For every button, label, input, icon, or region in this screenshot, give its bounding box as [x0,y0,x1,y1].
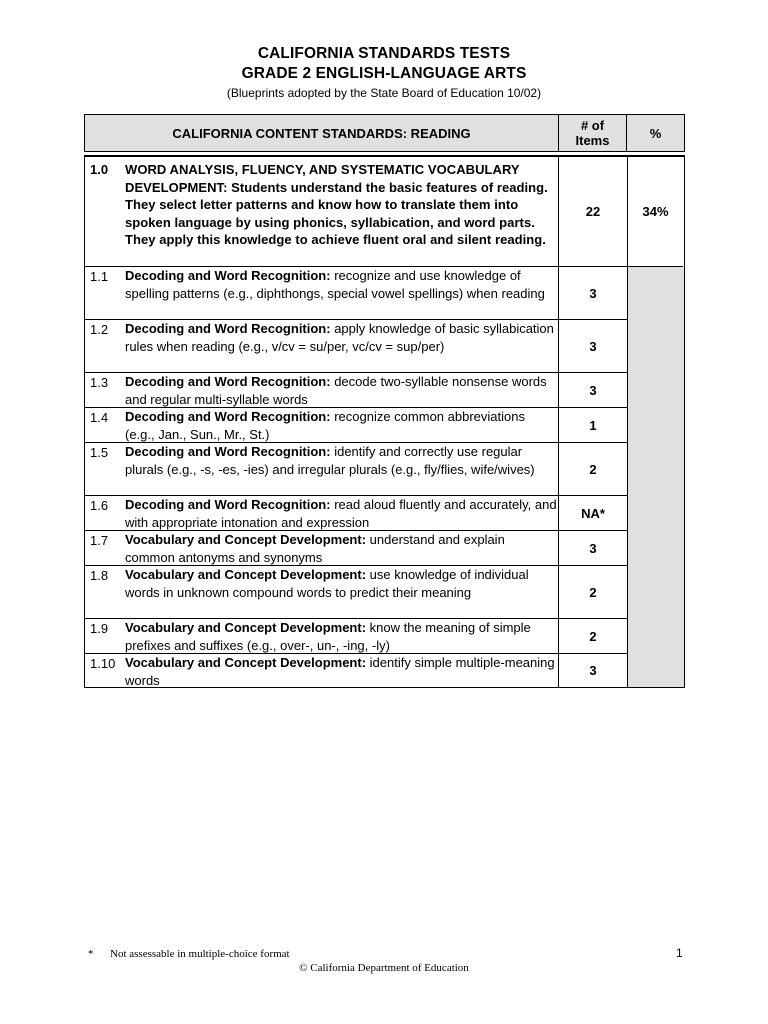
standard-items: 2 [589,628,597,644]
footnote-text: Not assessable in multiple-choice format [110,948,290,960]
footnote-mark: * [88,948,94,960]
standard-number: 1.6 [90,498,109,513]
standard-description: Decoding and Word Recognition: identify and correctly use regular plurals (e.g., -s, -es, -ies) and irregular plurals (e.g., fly/flies, wife/wives) [125,443,559,495]
standard-items: NA* [581,505,605,521]
standard-strand: Decoding and Word Recognition: [125,268,331,283]
header-standards: CALIFORNIA CONTENT STANDARDS: READING [85,115,559,151]
standard-strand: Decoding and Word Recognition: [125,444,331,459]
standard-number: 1.9 [90,621,109,636]
footnote [88,948,290,960]
standard-row [85,320,627,373]
page-number: 1 [676,946,683,960]
blueprint-note: (Blueprints adopted by the State Board of Education 10/02) [226,86,542,100]
standard-percent: 34% [627,157,683,267]
table-body [84,155,685,688]
standard-strand: Decoding and Word Recognition: [125,497,331,512]
standard-description: Vocabulary and Concept Development: know the meaning of simple prefixes and suffixes (e.g., over-, un-, -ing, -ly) [125,619,559,653]
standard-items: 3 [589,382,597,398]
header-percent: % [649,125,662,141]
standard-strand: Vocabulary and Concept Development: [125,620,367,635]
header-items-label: # of Items [575,118,610,148]
standard-items: 2 [589,584,597,600]
copyright-notice: © California Department of Education [299,962,469,974]
standard-description: WORD ANALYSIS, FLUENCY, AND SYSTEMATIC VOCABULARY DEVELOPMENT: Students understand the basic features of reading. They select letter patterns and know how to translate them into spoken language by using phonics, syllabication, and word parts. They apply this knowledge to achieve fluent oral and silent reading. [125,157,559,266]
standard-strand: Decoding and Word Recognition: [125,321,331,336]
standard-row [85,496,627,531]
standard-strand: Decoding and Word Recognition: [125,374,331,389]
standard-number: 1.3 [90,375,109,390]
table-header [84,114,685,152]
standard-items: 3 [589,285,597,301]
standard-number: 1.1 [90,269,109,284]
document-subtitle-grade: GRADE 2 ENGLISH-LANGUAGE ARTS [241,65,527,82]
document-title-block [0,44,768,101]
standard-items: 2 [589,461,597,477]
standard-number: 1.2 [90,322,109,337]
standard-row [85,619,627,654]
standard-items: 3 [589,540,597,556]
standard-strand: Vocabulary and Concept Development: [125,655,367,670]
percent-column-shading [627,267,684,687]
standard-description: Decoding and Word Recognition: recognize and use knowledge of spelling patterns (e.g., diphthongs, special vowel spellings) when reading [125,267,559,319]
standard-description: Vocabulary and Concept Development: identify simple multiple-meaning words [125,654,559,687]
standard-row [85,654,627,687]
standard-description: Vocabulary and Concept Development: use knowledge of individual words in unknown compound words to predict their meaning [125,566,559,618]
standard-row [85,531,627,566]
standards-table [84,114,685,688]
standard-row [85,566,627,619]
standard-number: 1.10 [90,656,116,671]
standard-row-main [85,157,627,267]
standard-description: Decoding and Word Recognition: read aloud fluently and accurately, and with appropriate intonation and expression [125,496,559,530]
standard-items: 3 [589,338,597,354]
standard-number: 1.7 [90,533,109,548]
standard-items: 3 [589,663,597,678]
standard-strand: Vocabulary and Concept Development: [125,532,367,547]
header-items [559,115,627,151]
standard-number: 1.5 [90,445,109,460]
standard-row [85,267,627,320]
standard-description: Decoding and Word Recognition: decode two-syllable nonsense words and regular multi-syllable words [125,373,559,407]
standard-description: Decoding and Word Recognition: recognize common abbreviations (e.g., Jan., Sun., Mr., St.) [125,408,559,442]
standard-description: Vocabulary and Concept Development: understand and explain common antonyms and synonyms [125,531,559,565]
standard-items: 1 [589,417,597,433]
standard-description: Decoding and Word Recognition: apply knowledge of basic syllabication rules when reading (e.g., v/cv = su/per, vc/cv = sup/per) [125,320,559,372]
standard-strand: Decoding and Word Recognition: [125,409,331,424]
document-title: CALIFORNIA STANDARDS TESTS [257,45,511,62]
standard-number: 1.0 [90,162,109,177]
standard-number: 1.8 [90,568,109,583]
standard-number: 1.4 [90,410,109,425]
standard-row [85,443,627,496]
standard-row [85,373,627,408]
standard-strand: Vocabulary and Concept Development: [125,567,367,582]
standard-items: 22 [585,204,601,219]
standard-row [85,408,627,443]
